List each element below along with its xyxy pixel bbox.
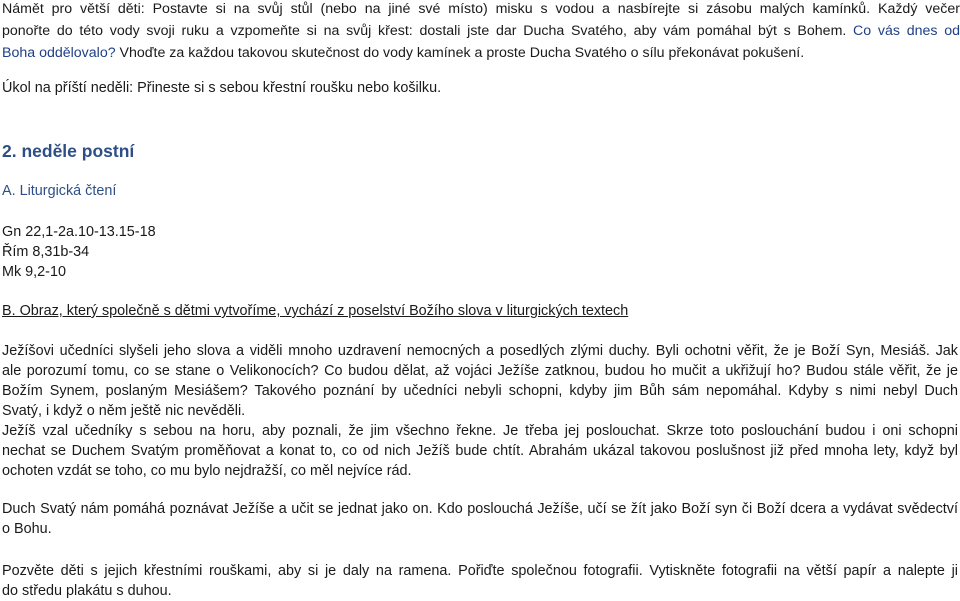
paragraph-3 <box>2 561 958 601</box>
section-a-title: A. Liturgická čtení <box>2 183 117 199</box>
intro-line-2 <box>2 20 960 42</box>
intro-line-3-text: Vhoďte za každou takovou skutečnost do vody kamínek a proste Ducha Svatého o sílu překonávat pokušení. <box>115 45 805 61</box>
reading-ref: Mk 9,2-10 <box>2 264 66 280</box>
paragraph-2 <box>2 499 958 539</box>
intro-line-3-question: Boha oddělovalo? <box>2 45 116 61</box>
section-heading: 2. neděle postní <box>2 141 135 161</box>
paragraph-line: ale porozumí tomu, co se stane o Velikonocích? Co budou dělat, až vojáci Ježíše zatknou, budou ho mučit a ukřižují ho? Budou stále věřit, že je <box>2 363 958 379</box>
intro-line-2-question: Co vás dnes od <box>846 23 960 39</box>
paragraph-1 <box>2 341 958 481</box>
paragraph-line: do středu plakátu s duhou. <box>2 583 172 599</box>
intro-line-2-text: ponořte do této vody svoji ruku a vzpomeňte si na svůj křest: dostali jste dar Ducha Svatého, aby vám pomáhal být s Bohem. <box>2 23 847 39</box>
paragraph-line: Duch Svatý nám pomáhá poznávat Ježíše a učit se jednat jako on. Kdo poslouchá Ježíše, učí se žít jako Boží syn či Boží dcera a vydávat svědectví <box>2 501 958 517</box>
paragraph-line: Svatý, i když o něm ještě nic nevěděli. <box>2 403 246 419</box>
intro-line-3 <box>2 42 960 64</box>
reading-ref: Řím 8,31b-34 <box>2 244 90 260</box>
paragraph-line: Božím Synem, poslaným Mesiášem? Takového poznání by učedníci nebyli schopni, kdyby jim Bůh sám nepomáhal. Kdyby s nimi nebyl Duch <box>2 383 958 399</box>
intro-paragraph <box>2 0 960 64</box>
paragraph-line: Ježíš vzal učedníky s sebou na horu, aby poznali, že jim všechno řekne. Je třeba jej poslouchat. Skrze toto poslouchání budou i oni schopni <box>2 423 958 439</box>
reading-ref: Gn 22,1-2a.10-13.15-18 <box>2 224 156 240</box>
paragraph-line: nechat se Duchem Svatým proměňovat a konat to, co od nich Ježíš bude chtít. Abrahám ukázal takovou poslušnost již před mnoha lety, když byl <box>2 443 958 459</box>
readings-list <box>2 222 156 282</box>
section-b-title: B. Obraz, který společně s dětmi vytvoříme, vychází z poselství Božího slova v liturgických textech <box>2 303 629 319</box>
task-note: Úkol na příští neděli: Přineste si s sebou křestní roušku nebo košilku. <box>2 80 442 96</box>
paragraph-line: Pozvěte děti s jejich křestními rouškami, aby si je daly na ramena. Pořiďte společnou fotografii. Vytiskněte fotografii na větší papír a nalepte ji <box>2 563 958 579</box>
paragraph-line: ochoten vzdát se toho, co mu bylo nejdražší, co měl nejvíce rád. <box>2 463 412 479</box>
intro-line-1: Námět pro větší děti: Postavte si na svůj stůl (nebo na jiné své místo) misku s vodou a nasbírejte si zásobu malých kamínků. Každý večer <box>2 1 960 17</box>
paragraph-line: Ježíšovi učedníci slyšeli jeho slova a viděli mnoho uzdravení nemocných a posedlých zlými duchy. Byli ochotni věřit, že je Boží Syn, Mesiáš. Jak <box>2 343 958 359</box>
paragraph-line: o Bohu. <box>2 521 52 537</box>
